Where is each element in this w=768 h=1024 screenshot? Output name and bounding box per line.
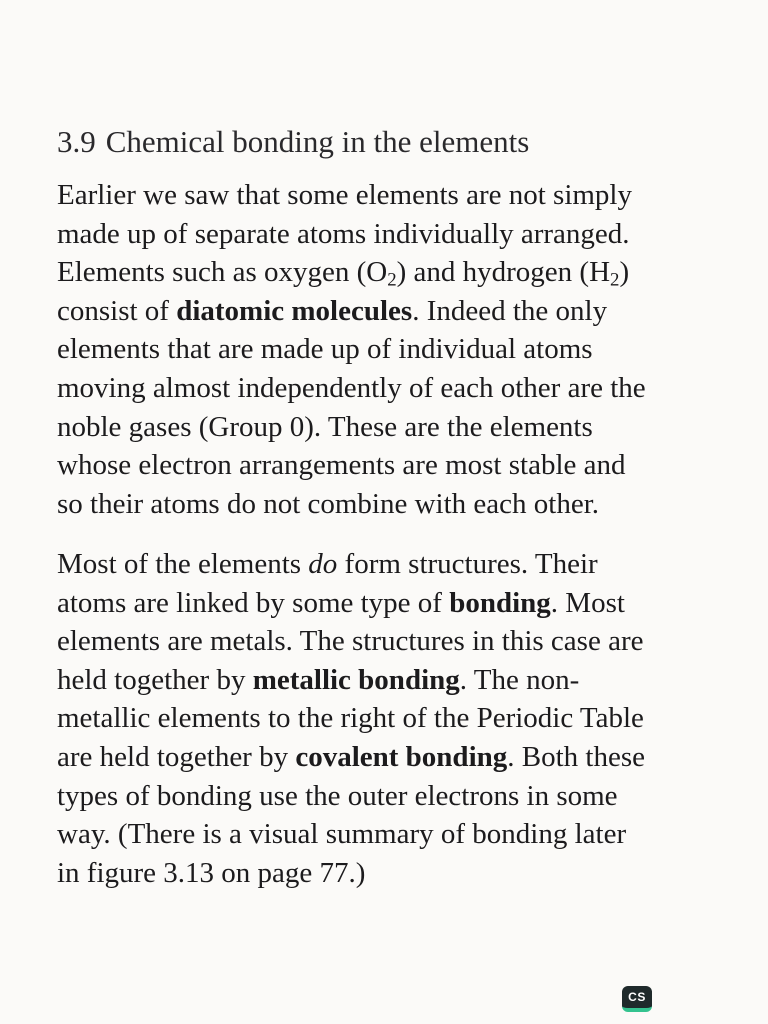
text-line xyxy=(57,330,646,369)
text-span: in figure 3.13 on page 77.) xyxy=(57,856,366,889)
text-span: types of bonding use the outer electrons in some xyxy=(57,779,618,812)
bold-term: metallic bonding xyxy=(252,663,460,696)
text-span: elements are metals. The structures in this case are xyxy=(57,625,644,658)
text-line xyxy=(57,176,646,215)
text-span: . Most xyxy=(550,586,625,619)
text-span: Elements such as oxygen (O xyxy=(57,256,388,289)
text-span: held together by xyxy=(57,663,253,696)
paragraph-2 xyxy=(57,545,645,892)
text-span: ) xyxy=(619,256,630,289)
text-span: . The non- xyxy=(459,663,580,696)
text-span: made up of separate atoms individually arranged. xyxy=(57,217,630,250)
text-span: noble gases (Group 0). These are the elements xyxy=(57,410,593,443)
text-line xyxy=(57,485,646,524)
text-line xyxy=(57,292,646,331)
bold-term: diatomic molecules xyxy=(176,294,413,327)
text-line xyxy=(57,446,646,485)
text-span: . Both these xyxy=(507,740,646,773)
text-span: consist of xyxy=(57,294,177,327)
bold-term: covalent bonding xyxy=(295,740,508,773)
camscanner-logo-icon: CS xyxy=(622,986,652,1012)
section-number: 3.9 xyxy=(57,124,96,159)
text-span: elements that are made up of individual atoms xyxy=(57,333,593,366)
italic-term: do xyxy=(308,548,338,580)
text-line xyxy=(57,622,645,661)
subscript: 2 xyxy=(610,269,620,291)
text-span: metallic elements to the right of the Periodic Table xyxy=(57,702,644,735)
section-heading xyxy=(57,122,529,162)
text-line xyxy=(57,738,645,777)
text-line xyxy=(57,699,645,738)
bold-term: bonding xyxy=(449,586,551,619)
text-line xyxy=(57,545,645,584)
text-line xyxy=(57,854,645,893)
text-line xyxy=(57,369,646,408)
text-span: way. (There is a visual summary of bonding later xyxy=(57,818,627,851)
text-span: form structures. Their xyxy=(337,548,598,580)
text-span: . Indeed the only xyxy=(412,294,608,327)
section-title: Chemical bonding in the elements xyxy=(105,124,530,159)
text-span: moving almost independently of each other are the xyxy=(57,371,646,404)
text-line xyxy=(57,584,645,623)
text-span: whose electron arrangements are most stable and xyxy=(57,449,626,482)
text-line xyxy=(57,408,646,447)
subscript: 2 xyxy=(387,269,397,291)
text-span: Earlier we saw that some elements are not simply xyxy=(57,179,632,211)
text-span: ) and hydrogen (H xyxy=(396,256,611,289)
text-line xyxy=(57,215,646,254)
text-line xyxy=(57,777,645,816)
text-line xyxy=(57,661,645,700)
text-span: Most of the elements xyxy=(57,548,309,580)
text-line xyxy=(57,815,645,854)
paragraph-1 xyxy=(57,176,646,523)
text-span: atoms are linked by some type of xyxy=(57,586,450,619)
text-span: are held together by xyxy=(57,740,296,773)
text-line xyxy=(57,253,646,292)
text-span: so their atoms do not combine with each other. xyxy=(57,487,600,520)
